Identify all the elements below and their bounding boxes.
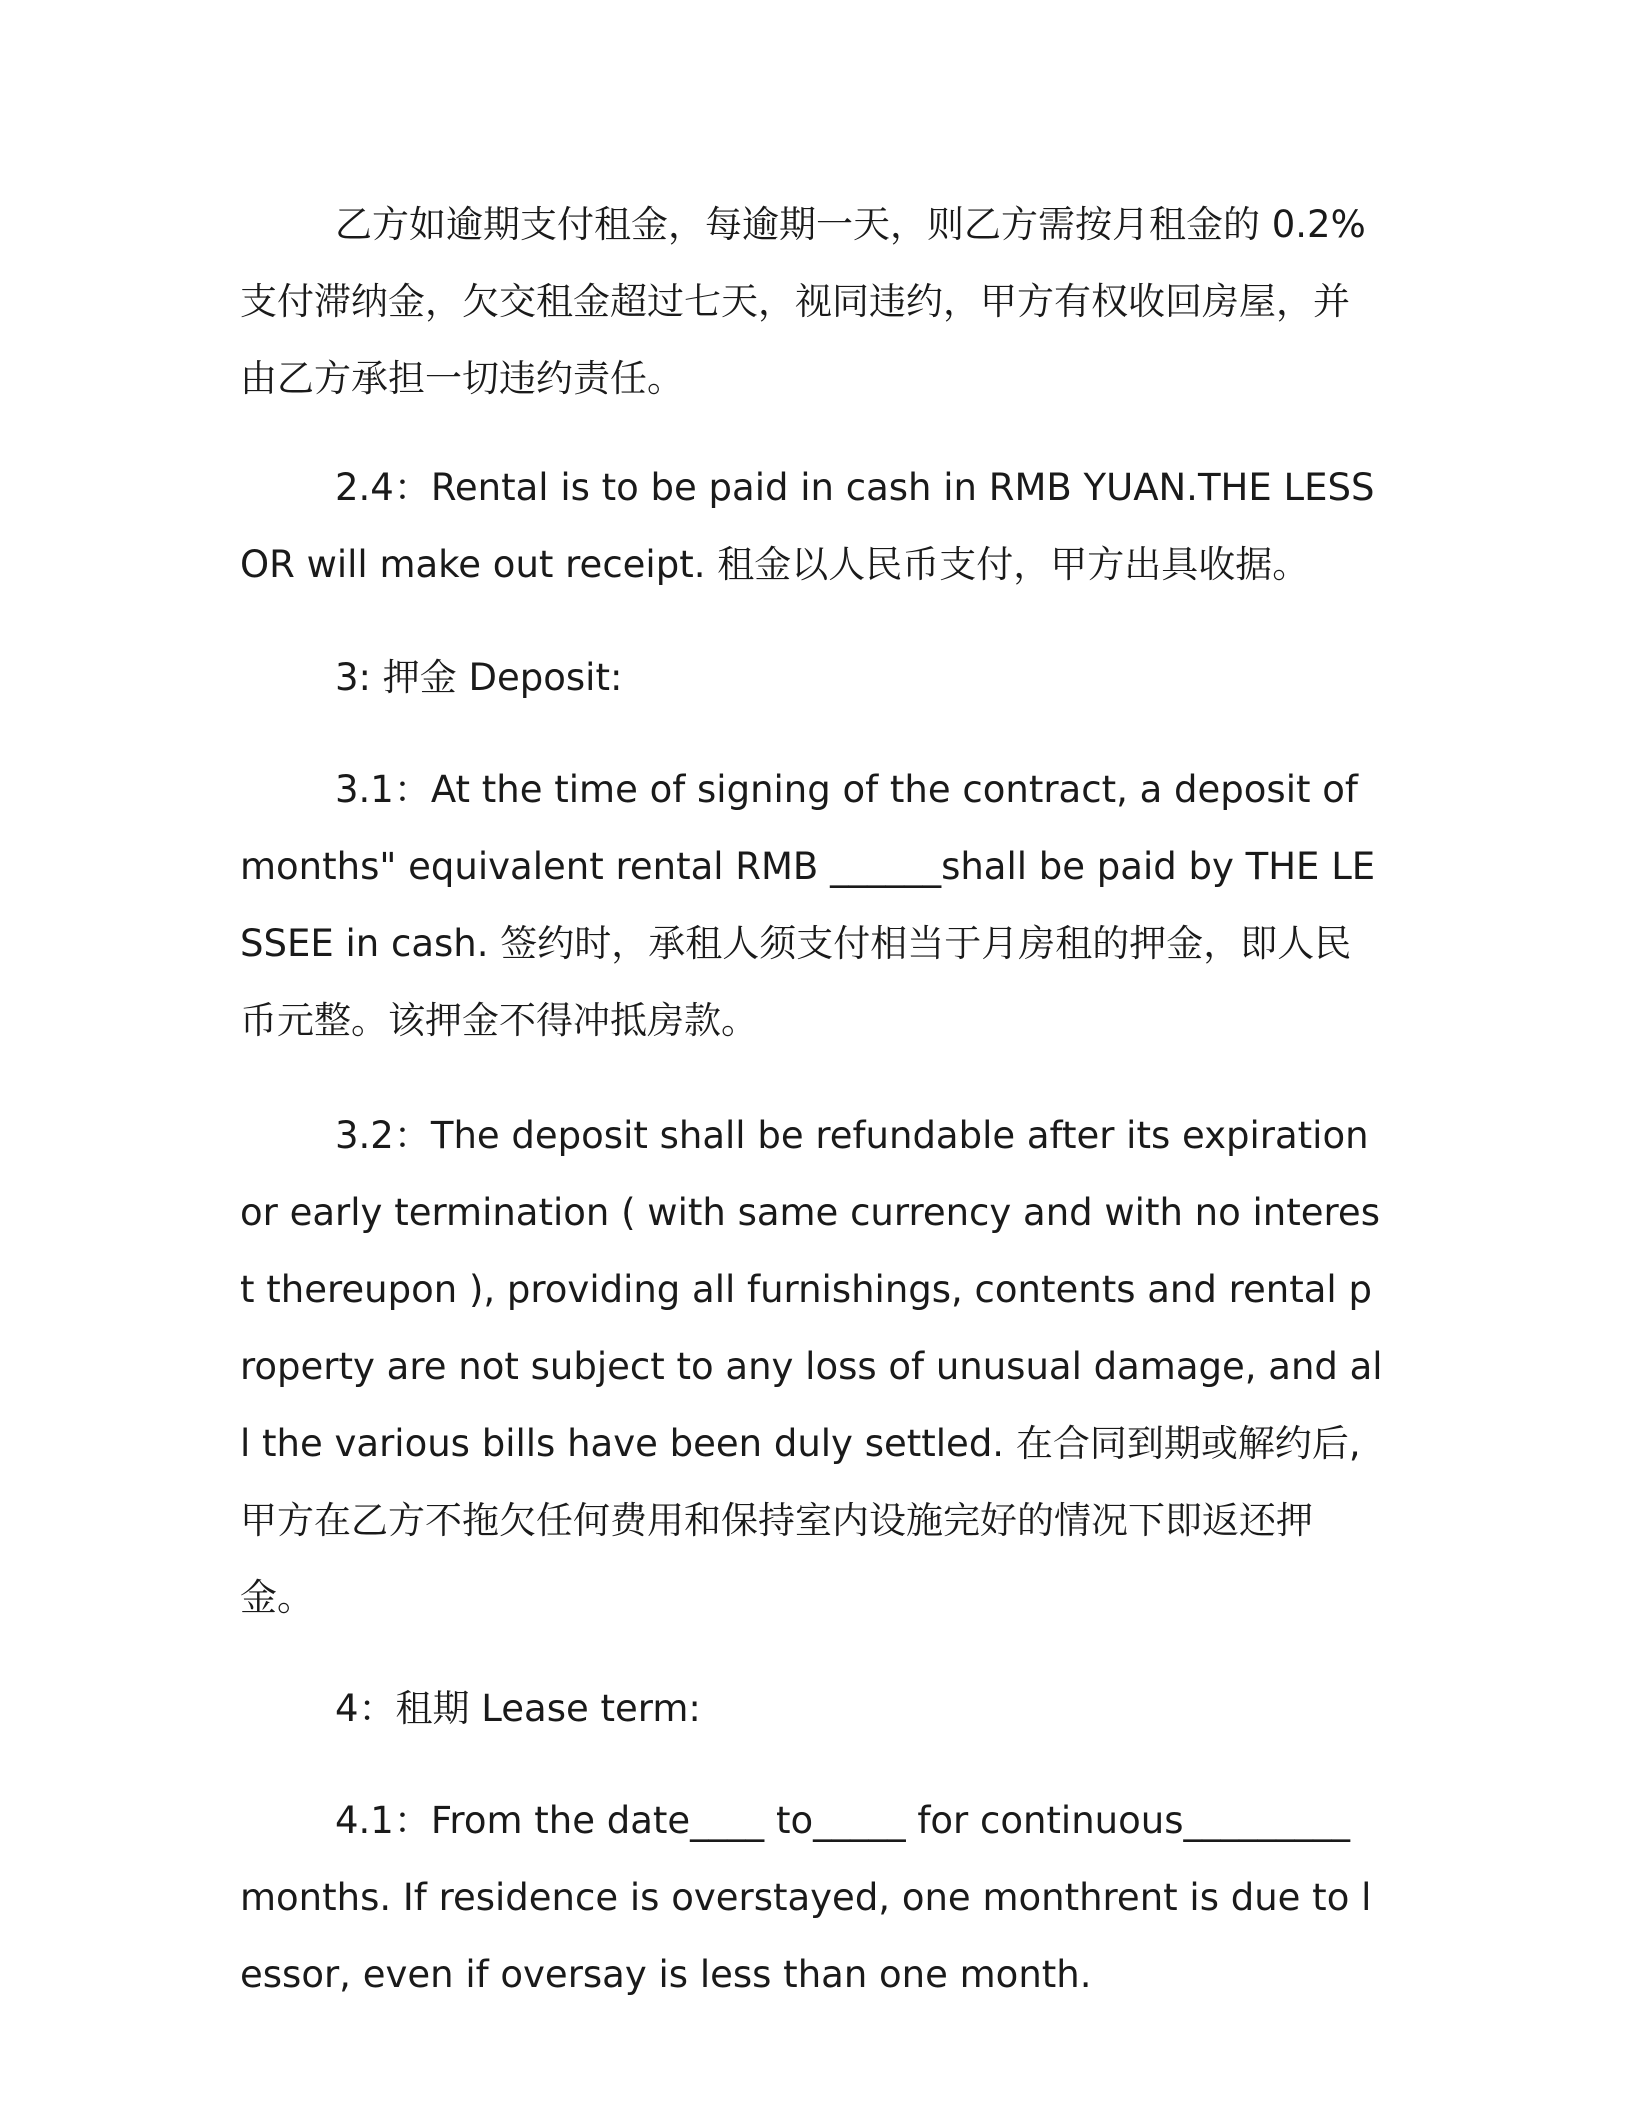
paragraph-4-1-lease-dates: 4.1：From the date____ to_____ for continuous_________ months. If residence is overstayed, one monthrent is due to lessor, even if oversay is less than one month. <box>240 1799 1372 1996</box>
document-body <box>240 186 1385 2013</box>
heading-3-deposit: 3: 押金 Deposit: <box>335 656 623 699</box>
heading-4-lease-term: 4：租期 Lease term: <box>335 1687 701 1730</box>
paragraph-3-1-deposit-amount: 3.1：At the time of signing of the contract, a deposit of months" equivalent rental RMB ______shall be paid by THE LESSEE in cash. 签约时，承租人须支付相当于月房租的押金，即人民币元整。该押金不得冲抵房款。 <box>240 768 1376 1042</box>
paragraph-late-payment: 乙方如逾期支付租金，每逾期一天，则乙方需按月租金的 0.2% 支付滞纳金，欠交租金超过七天，视同违约，甲方有权收回房屋，并由乙方承担一切违约责任。 <box>240 203 1366 400</box>
paragraph-3-2-deposit-refund: 3.2：The deposit shall be refundable after its expiration or early termination ( with same currency and with no interest thereupon ), providing all furnishings, contents and rental property are not subject to any loss of unusual damage, and all the various bills have been duly settled. 在合同到期或解约后, 甲方在乙方不拖欠任何费用和保持室内设施完好的情况下即返还押金。 <box>240 1114 1383 1619</box>
paragraph-2-4-rental-payment: 2.4：Rental is to be paid in cash in RMB YUAN.THE LESSOR will make out receipt. 租金以人民币支付，甲方出具收据。 <box>240 466 1375 586</box>
